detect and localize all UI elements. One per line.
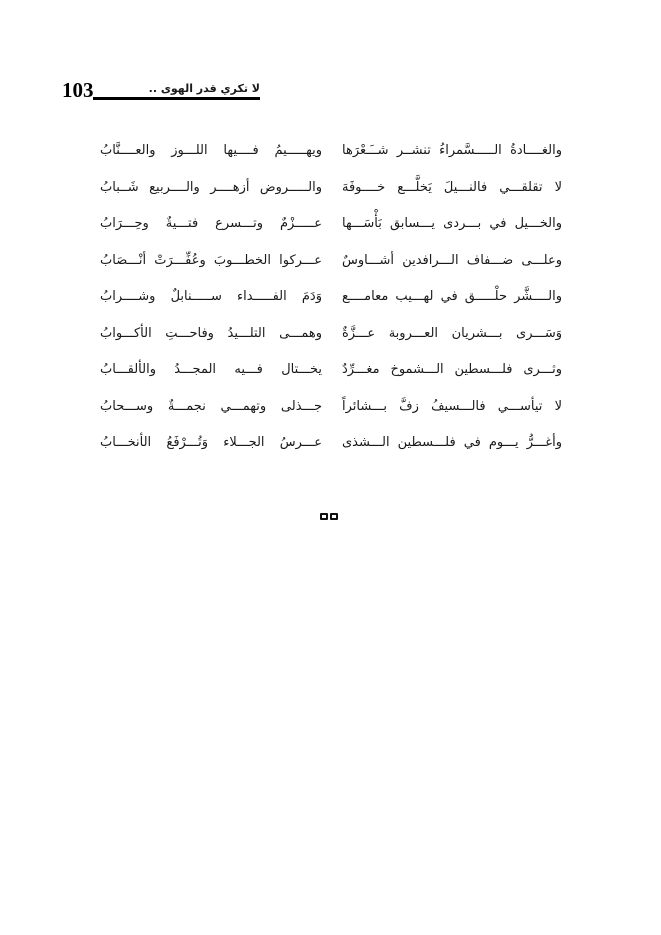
verse-line [100,174,562,211]
verse-line [100,356,562,393]
verse-second-hemistich: ويهـــــيمُ فــــيها اللـــوز والعــــنَّابُ [100,143,322,158]
verse-second-hemistich: يخـــتال فـــيه المجـــدُ والألقـــابُ [100,362,322,377]
verse-second-hemistich: وهمـــى التلـــيدُ وفاحـــتِ الأكـــوابُ [100,325,322,341]
verse-second-hemistich: عـــرسُ الجـــلاء وَتُـــرْفَعُ الأنخـــابُ [100,435,322,450]
verse-first-hemistich: وثـــرى فلـــسطين الـــشموخ مغـــرِّدٌ [342,362,562,377]
verse-first-hemistich: وَسَـــرى بـــشريان العـــروبة عـــزَّةٌ [342,325,562,341]
verse-second-hemistich: عـــــزْمٌ وتـــسرع فتـــيةٌ وحِـــرَابُ [100,216,322,231]
square-icon [330,513,338,520]
verse-line [100,393,562,430]
verse-second-hemistich: والـــــروض أزهــــر والــــربيع شَــبابُ [100,179,322,195]
verse-line [100,429,562,466]
verse-first-hemistich: لا تيأســـي فالـــسيفُ زفَّ بـــشائراً [342,398,562,414]
verse-first-hemistich: والــــشَّر حلْـــــق في لهـــيب معامــــع [342,289,562,304]
running-title: لا تكري قدر الهوى .. [148,82,260,95]
verse-first-hemistich: وأغـــرُّ يـــوم في فلـــسطين الـــشذى [342,435,562,450]
verse-line [100,247,562,284]
verse-first-hemistich: وعلـــى ضـــفاف الـــرافدين أشـــاوسٌ [342,252,562,268]
verse-first-hemistich: والغــــادةُ الـــــسَّمراءُ تنشــر شــَـعْرَها [342,143,562,158]
verse-line [100,320,562,357]
verse-line [100,283,562,320]
double-square-ornament-icon [320,513,338,520]
verse-line [100,210,562,247]
header-rule [93,97,260,100]
verse-second-hemistich: وَدَمَ الفـــــداء ســـــنابلٌ وشــــرابُ [100,289,322,304]
verse-line [100,137,562,174]
verse-first-hemistich: والخـــيل في بـــردى يـــسابق بَأْسَـــها [342,216,562,231]
verse-first-hemistich: لا تقلقـــي فالنـــيلَ يَخلَّـــع خــــوفَهَ [342,179,562,195]
square-icon [320,513,328,520]
poem [100,137,562,466]
verse-second-hemistich: جـــذلى وتهمـــي نجمـــةٌ وســـحابُ [100,398,322,414]
page-number: 103 [62,78,94,102]
verse-second-hemistich: عـــركوا الخطـــوبَ وعُفِّـــرَتْ أنْـــصَابُ [100,252,322,268]
